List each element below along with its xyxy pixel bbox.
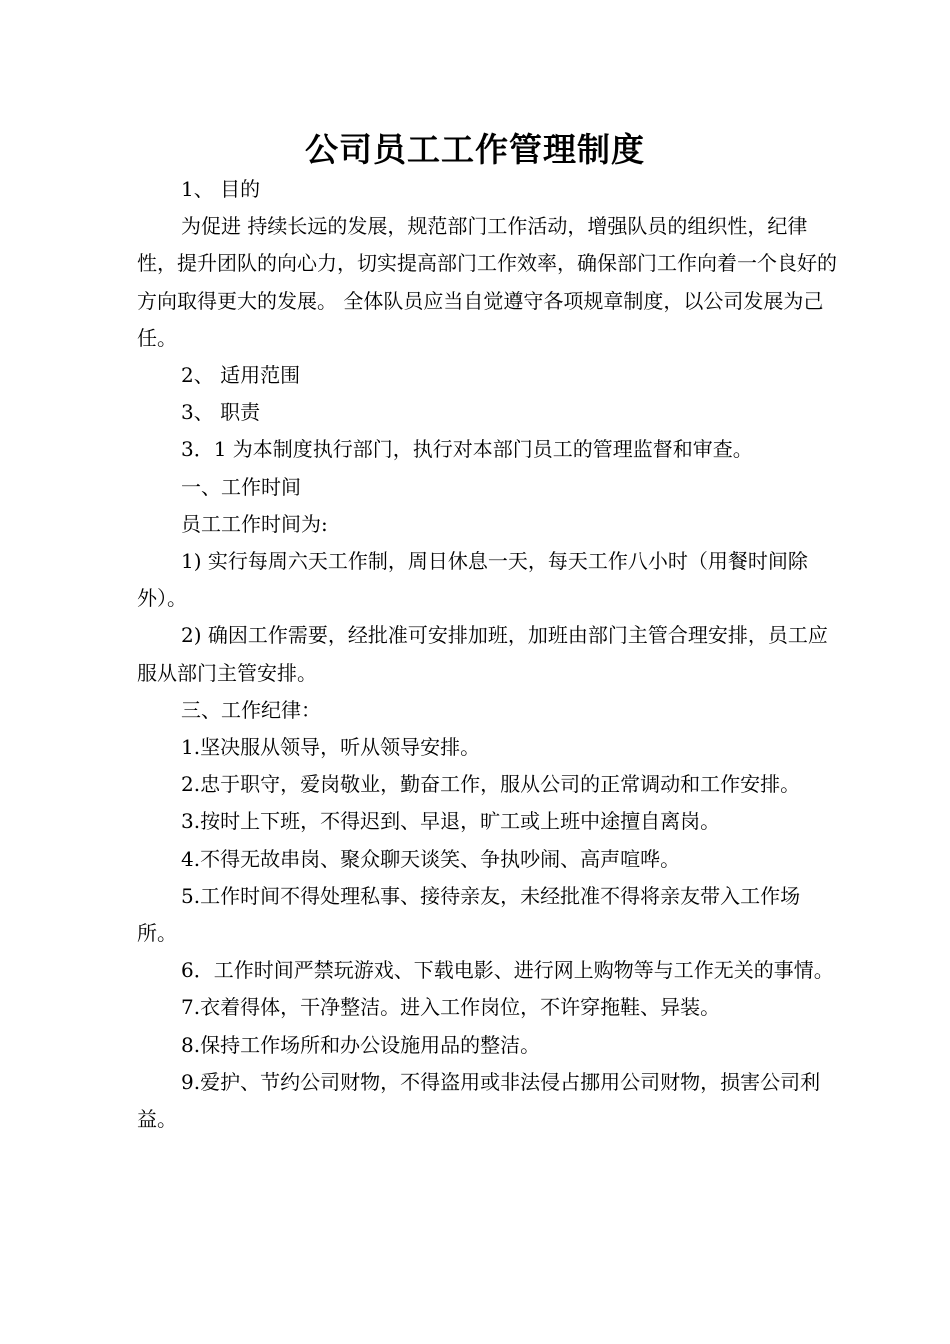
list-item-discipline-4: 4.不得无故串岗、聚众聊天谈笑、争执吵闹、高声喧哗。 xyxy=(181,846,681,871)
paragraph-duties-text: 3．1 为本制度执行部门，执行对本部门员工的管理监督和审查。 xyxy=(181,437,753,462)
list-item-discipline-7: 7.衣着得体，干净整洁。进入工作岗位，不许穿拖鞋、异装。 xyxy=(181,995,721,1020)
list-item-discipline-6: 6．工作时间严禁玩游戏、下载电影、进行网上购物等与工作无关的事情。 xyxy=(181,958,834,983)
list-item-discipline-3: 3.按时上下班，不得迟到、早退，旷工或上班中途擅自离岗。 xyxy=(181,809,721,834)
list-item-discipline-2: 2.忠于职守，爱岗敬业，勤奋工作，服从公司的正常调动和工作安排。 xyxy=(181,772,801,797)
section-heading-work-hours: 一、工作时间 xyxy=(181,474,301,499)
list-item-discipline-5: 5.工作时间不得处理私事、接待亲友，未经批准不得将亲友带入工作场所。 xyxy=(137,883,801,946)
document-body xyxy=(137,171,837,1138)
paragraph-work-hours-intro: 员工工作时间为: xyxy=(181,511,328,536)
paragraph-purpose-text: 为促进 持续长远的发展，规范部门工作活动，增强队员的组织性，纪律性，提升团队的向心力，切实提高部门工作效率，确保部门工作向着一个良好的方向取得更大的发展。 全体队员应当自觉遵守各项规章制度，以公司发展为己任。 xyxy=(137,214,837,350)
document-title: 公司员工工作管理制度 xyxy=(305,130,645,169)
list-item-discipline-1: 1.坚决服从领导，听从领导安排。 xyxy=(181,735,481,760)
section-heading-purpose: 1、 目的 xyxy=(181,177,261,201)
list-item-discipline-9: 9.爱护、节约公司财物，不得盗用或非法侵占挪用公司财物，损害公司利益。 xyxy=(137,1069,821,1132)
list-item-work-hours-2: 2) 确因工作需要，经批准可安排加班，加班由部门主管合理安排，员工应服从部门主管安排。 xyxy=(137,623,828,685)
section-heading-discipline: 三、工作纪律： xyxy=(181,697,321,722)
list-item-discipline-8: 8.保持工作场所和办公设施用品的整洁。 xyxy=(181,1032,541,1057)
section-heading-duties: 3、 职责 xyxy=(181,400,261,425)
list-item-work-hours-1: 1) 实行每周六天工作制，周日休息一天，每天工作八小时（用餐时间除外）。 xyxy=(137,549,808,611)
section-heading-scope: 2、 适用范围 xyxy=(181,363,301,388)
